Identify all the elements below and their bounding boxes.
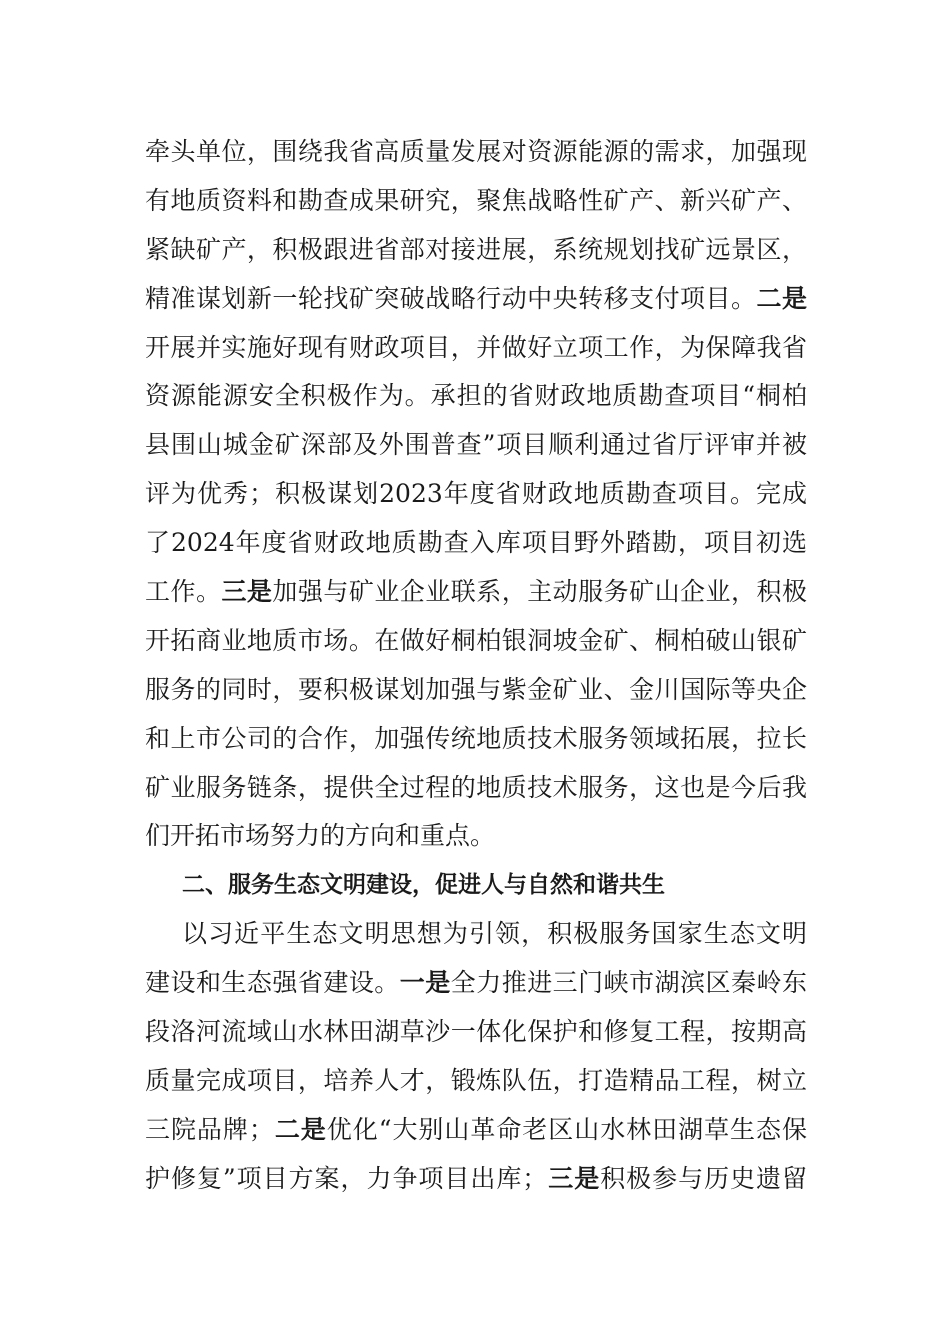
emphasis-label: 一是 (399, 968, 451, 998)
text-line (145, 568, 807, 617)
text-line: 矿业服务链条，提供全过程的地质技术服务，这也是今后我 (145, 772, 807, 802)
text-line: 有地质资料和勘查成果研究，聚焦战略性矿产、新兴矿产、 (145, 185, 807, 215)
text-line: 质量完成项目，培养人才，锻炼队伍，打造精品工程，树立 (145, 1065, 807, 1095)
text-line: 牵头单位，围绕我省高质量发展对资源能源的需求，加强现 (145, 137, 807, 166)
text-line: 以习近平生态文明思想为引领，积极服务国家生态文明 (182, 919, 807, 949)
text-line: 服务的同时，要积极谋划加强与紫金矿业、金川国际等央企 (145, 674, 807, 704)
text-line: 和上市公司的合作，加强传统地质技术服务领域拓展，拉长 (145, 723, 807, 753)
text-line: 紧缺矿产，积极跟进省部对接进展，系统规划找矿远景区， (145, 234, 807, 264)
emphasis-label: 二是 (273, 1114, 327, 1144)
emphasis-label: 三是 (547, 1163, 601, 1193)
text-line: 了2024年度省财政地质勘查入库项目野外踏勘，项目初选 (145, 528, 807, 558)
text-span: 三院品牌； (145, 1114, 274, 1144)
emphasis-label: 二是 (756, 283, 807, 313)
text-line: 评为优秀；积极谋划2023年度省财政地质勘查项目。完成 (145, 479, 807, 509)
text-line: 们开拓市场努力的方向和重点。 (145, 821, 496, 851)
text-line: 段洛河流域山水林田湖草沙一体化保护和修复工程，按期高 (145, 1017, 807, 1047)
text-span: 工作。 (145, 577, 222, 607)
text-span: 建设和生态强省建设。 (145, 968, 400, 998)
text-line (145, 1106, 807, 1155)
text-line: 资源能源安全积极作为。承担的省财政地质勘查项目“桐柏 (145, 381, 807, 411)
emphasis-label: 三是 (221, 577, 273, 607)
text-line: 县围山城金矿深部及外围普查”项目顺利通过省厅评审并被 (145, 430, 807, 460)
text-span: 优化“大别山革命老区山水林田湖草生态保 (326, 1114, 807, 1144)
text-line: 开拓商业地质市场。在做好桐柏银洞坡金矿、桐柏破山银矿 (145, 625, 807, 655)
text-span: 积极参与历史遗留 (600, 1163, 807, 1193)
text-line (145, 1155, 807, 1204)
text-line (145, 959, 807, 1008)
section-heading: 二、服务生态文明建设，促进人与自然和谐共生 (182, 872, 665, 899)
text-span: 精准谋划新一轮找矿突破战略行动中央转移支付项目。 (145, 283, 757, 313)
text-line: 开展并实施好现有财政项目，并做好立项工作，为保障我省 (145, 332, 807, 362)
text-span: 全力推进三门峡市湖滨区秦岭东 (450, 968, 807, 998)
text-line (145, 275, 807, 324)
body-text (145, 128, 807, 1204)
text-span: 护修复”项目方案，力争项目出库； (145, 1163, 548, 1193)
text-span: 加强与矿业企业联系，主动服务矿山企业，积极 (272, 577, 807, 607)
